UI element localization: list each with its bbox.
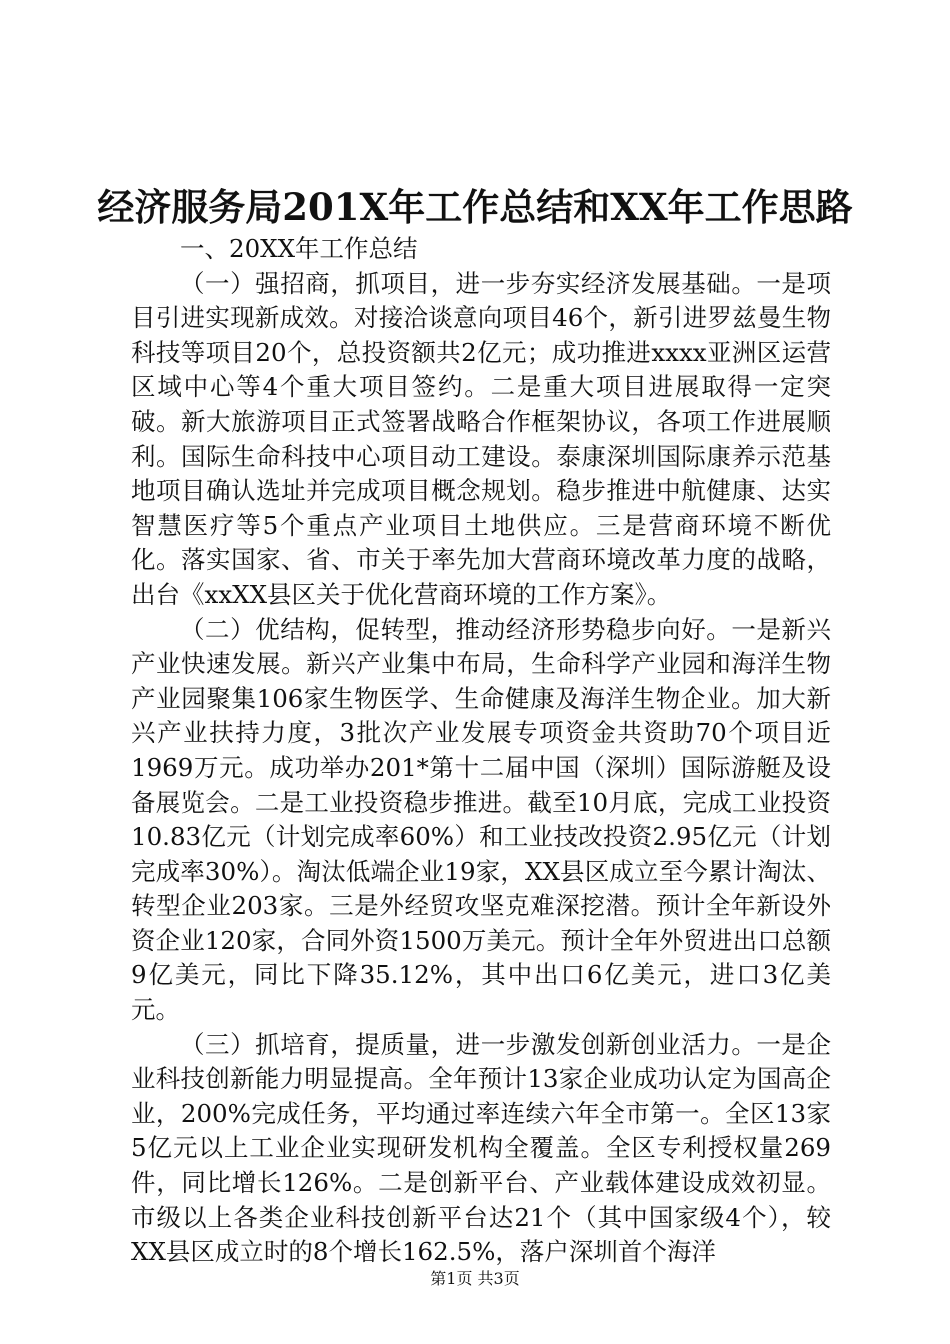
paragraph-1: （一）强招商，抓项目，进一步夯实经济发展基础。一是项目引进实现新成效。对接洽谈意向项目46个，新引进罗兹曼生物科技等项目20个，总投资额共2亿元；成功推进xxxx亚洲区运营区域中心等4个重大项目签约。二是重大项目进展取得一定突破。新大旅游项目正式签署战略合作框架协议，各项工作进展顺利。国际生命科技中心项目动工建设。泰康深圳国际康养示范基地项目确认选址并完成项目概念规划。稳步推进中航健康、达实智慧医疗等5个重点产业项目土地供应。三是营商环境不断优化。落实国家、省、市关于率先加大营商环境改革力度的战略，出台《xxXX县区关于优化营商环境的工作方案》。 xyxy=(131,268,831,609)
page-footer: 第1页 共3页 xyxy=(430,1269,520,1288)
document-title: 经济服务局201X年工作总结和XX年工作思路 xyxy=(97,185,853,229)
paragraph-2: （二）优结构，促转型，推动经济形势稳步向好。一是新兴产业快速发展。新兴产业集中布局，生命科学产业园和海洋生物产业园聚集106家生物医学、生命健康及海洋生物企业。加大新兴产业扶持力度，3批次产业发展专项资金共资助70个项目近1969万元。成功举办201*第十二届中国（深圳）国际游艇及设备展览会。二是工业投资稳步推进。截至10月底，完成工业投资10.83亿元（计划完成率60%）和工业技改投资2.95亿元（计划完成率30%）。淘汰低端企业19家，XX县区成立至今累计淘汰、转型企业203家。三是外经贸攻坚克难深挖潜。预计全年新设外资企业120家，合同外资1500万美元。预计全年外贸进出口总额9亿美元，同比下降35.12%，其中出口6亿美元，进口3亿美元。 xyxy=(131,614,831,1025)
paragraph-3: （三）抓培育，提质量，进一步激发创新创业活力。一是企业科技创新能力明显提高。全年预计13家企业成功认定为国高企业，200%完成任务，平均通过率连续六年全市第一。全区13家5亿元以上工业企业实现研发机构全覆盖。全区专利授权量269件，同比增长126%。二是创新平台、产业载体建设成效初显。市级以上各类企业科技创新平台达21个（其中国家级4个），较XX县区成立时的8个增长162.5%，落户深圳首个海洋 xyxy=(131,1029,831,1267)
section-heading: 一、20XX年工作总结 xyxy=(180,234,418,263)
document-body xyxy=(131,232,831,1270)
